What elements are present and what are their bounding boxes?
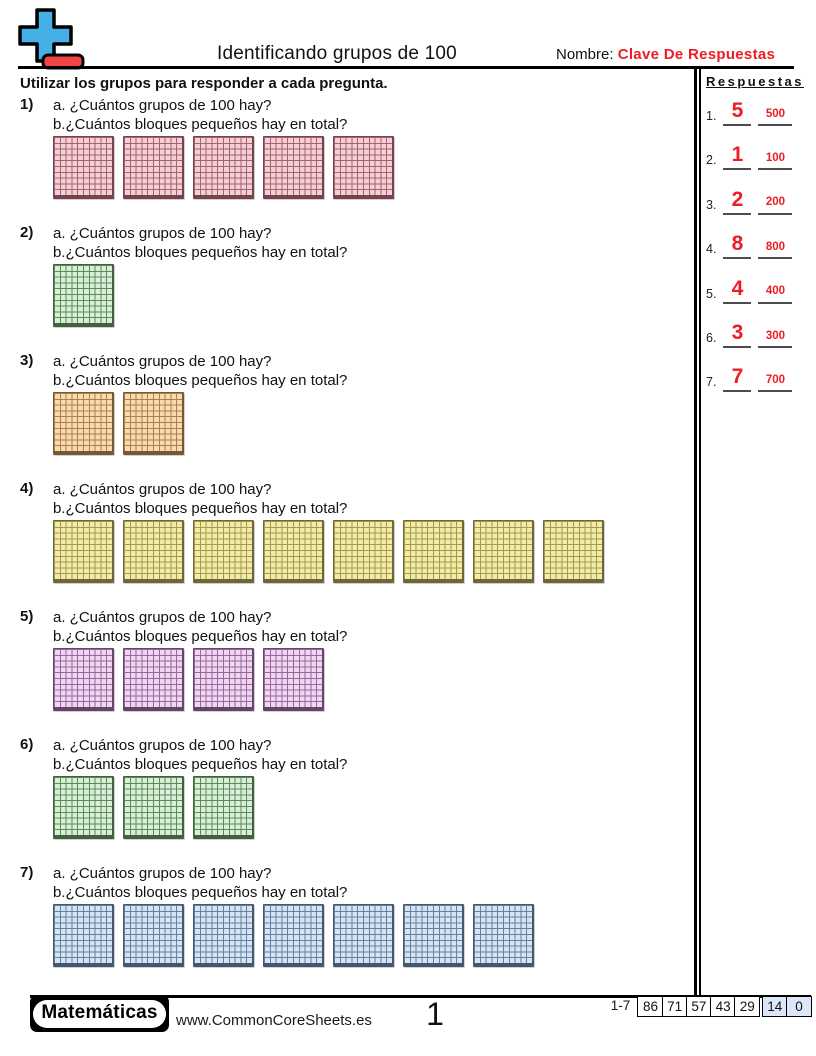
problem [20, 480, 604, 583]
header-divider [18, 66, 794, 69]
question-a: a. ¿Cuántos grupos de 100 hay? [53, 609, 272, 626]
hundred-block [123, 648, 184, 711]
answers-heading: Respuestas [706, 74, 804, 89]
problem [20, 736, 347, 839]
problem-text [53, 352, 347, 455]
question-b: b.¿Cuántos bloques pequeños hay en total? [53, 244, 348, 261]
hundred-block [473, 904, 534, 967]
hundred-block [473, 520, 534, 583]
answer-total-value: 300 [758, 331, 792, 349]
problem-text [53, 96, 394, 199]
hundred-block [263, 904, 324, 967]
problem-text [53, 736, 347, 839]
hundred-block [263, 520, 324, 583]
answer-index: 1. [706, 109, 717, 123]
page-title: Identificando grupos de 100 [217, 43, 457, 64]
answers-sidebar [704, 69, 804, 995]
hundred-block [263, 136, 324, 199]
problem-text [53, 864, 534, 967]
hundred-block [193, 904, 254, 967]
problem [20, 96, 394, 199]
answer-total-value: 500 [758, 109, 792, 127]
answer-total-value: 100 [758, 153, 792, 171]
hundred-block [403, 904, 464, 967]
hundred-block [53, 776, 114, 839]
question-a: a. ¿Cuántos grupos de 100 hay? [53, 865, 272, 882]
hundred-blocks-row [53, 904, 534, 967]
hundred-block [123, 392, 184, 455]
score-box: 86 [637, 996, 663, 1017]
score-range-label: 1-7 [610, 998, 631, 1013]
answer-total-value: 200 [758, 197, 792, 215]
hundred-block [53, 392, 114, 455]
answer-index: 4. [706, 242, 717, 257]
answer-row [706, 100, 792, 126]
answer-groups-value: 1 [723, 144, 751, 170]
answer-key-label: Clave De Respuestas [617, 46, 776, 63]
hundred-block [123, 776, 184, 839]
problem-text [53, 224, 347, 327]
hundred-blocks-row [53, 520, 604, 583]
hundred-block [53, 520, 114, 583]
name-label: Nombre: [556, 46, 614, 63]
question-a: a. ¿Cuántos grupos de 100 hay? [53, 225, 272, 242]
answer-row [706, 322, 792, 348]
answer-groups-value: 5 [723, 100, 751, 126]
problem-text [53, 480, 604, 583]
brand-label: Matemáticas [33, 1000, 165, 1028]
hundred-blocks-row [53, 264, 347, 327]
question-b: b.¿Cuántos bloques pequeños hay en total? [53, 628, 348, 645]
problem [20, 352, 347, 455]
question-b: b.¿Cuántos bloques pequeños hay en total? [53, 372, 348, 389]
problem-number: 4) [20, 480, 34, 497]
problem-number: 5) [20, 608, 34, 625]
hundred-block [123, 520, 184, 583]
answer-groups-value: 2 [723, 189, 751, 215]
answer-total-value: 400 [758, 286, 792, 304]
score-tracker [611, 996, 812, 1017]
question-a: a. ¿Cuántos grupos de 100 hay? [53, 97, 272, 114]
answer-groups-value: 8 [723, 233, 751, 259]
answer-index: 6. [706, 331, 717, 345]
score-box: 43 [710, 996, 736, 1017]
hundred-block [543, 520, 604, 583]
score-box: 29 [734, 996, 760, 1017]
hundred-blocks-row [53, 392, 347, 455]
name-row [556, 46, 775, 63]
question-a: a. ¿Cuántos grupos de 100 hay? [53, 481, 272, 498]
hundred-block [333, 904, 394, 967]
score-box: 57 [686, 996, 712, 1017]
hundred-block [53, 264, 114, 327]
question-b: b.¿Cuántos bloques pequeños hay en total? [53, 116, 348, 133]
answer-index: 2. [706, 153, 717, 168]
hundred-block [263, 648, 324, 711]
answer-groups-value: 7 [723, 366, 751, 392]
score-box: 0 [786, 996, 812, 1017]
website-url: www.CommonCoreSheets.es [176, 1012, 372, 1029]
problem-number: 3) [20, 352, 34, 369]
question-b: b.¿Cuántos bloques pequeños hay en total? [53, 500, 348, 517]
problem-number: 7) [20, 864, 34, 881]
page-number: 1 [426, 996, 444, 1032]
hundred-block [123, 136, 184, 199]
question-a: a. ¿Cuántos grupos de 100 hay? [53, 353, 272, 370]
hundred-block [333, 520, 394, 583]
hundred-block [403, 520, 464, 583]
answer-groups-value: 3 [723, 322, 751, 348]
hundred-blocks-row [53, 648, 347, 711]
hundred-blocks-row [53, 776, 347, 839]
hundred-blocks-row [53, 136, 394, 199]
sidebar-divider-inner [699, 68, 701, 996]
answer-row [706, 366, 792, 392]
instruction-text: Utilizar los grupos para responder a cada pregunta. [20, 75, 388, 92]
problem-number: 1) [20, 96, 34, 113]
question-a: a. ¿Cuántos grupos de 100 hay? [53, 737, 272, 754]
hundred-block [53, 136, 114, 199]
hundred-block [123, 904, 184, 967]
answer-groups-value: 4 [723, 278, 751, 304]
hundred-block [53, 904, 114, 967]
problem-number: 2) [20, 224, 34, 241]
question-b: b.¿Cuántos bloques pequeños hay en total? [53, 756, 348, 773]
answer-row [706, 144, 792, 170]
answer-total-value: 700 [758, 375, 792, 393]
problem [20, 224, 347, 327]
hundred-block [193, 648, 254, 711]
hundred-block [333, 136, 394, 199]
brand-badge [30, 995, 169, 1032]
hundred-block [193, 136, 254, 199]
question-b: b.¿Cuántos bloques pequeños hay en total? [53, 884, 348, 901]
answer-index: 3. [706, 197, 717, 212]
hundred-block [193, 520, 254, 583]
sidebar-divider-outer [694, 68, 697, 996]
hundred-block [193, 776, 254, 839]
answer-row [706, 189, 792, 215]
score-box: 71 [662, 996, 688, 1017]
problem-text [53, 608, 347, 711]
hundred-block [53, 648, 114, 711]
score-box: 14 [762, 996, 788, 1017]
answer-row [706, 233, 792, 259]
answer-index: 7. [706, 375, 717, 390]
problem-number: 6) [20, 736, 34, 753]
answer-total-value: 800 [758, 242, 792, 260]
problem [20, 608, 347, 711]
answer-row [706, 278, 792, 304]
answer-index: 5. [706, 286, 717, 301]
problem [20, 864, 534, 967]
